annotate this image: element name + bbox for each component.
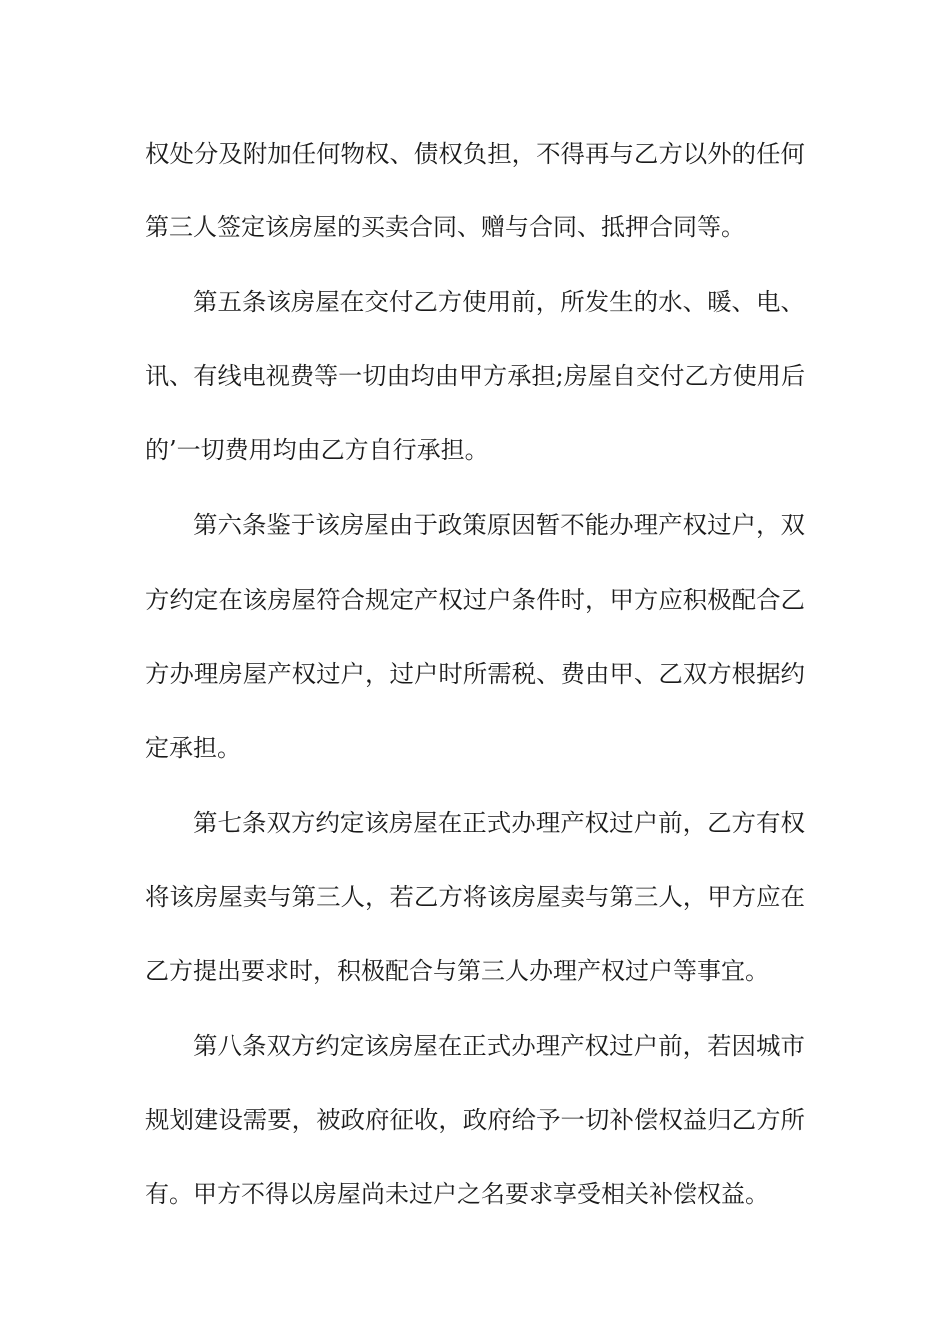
text-line [0,430,950,470]
line-text: 方办理房屋产权过户，过户时所需税、费由甲、乙双方根据约 [145,660,806,688]
line-text: 有。甲方不得以房屋尚未过户之名要求享受相关补偿权益。 [145,1180,769,1208]
text-line [0,282,950,322]
line-text: 第五条该房屋在交付乙方使用前，所发生的水、暖、电、 [193,288,805,316]
text-line [0,134,950,174]
line-text: 第三人签定该房屋的买卖合同、赠与合同、抵押合同等。 [145,213,745,241]
text-line [0,207,950,247]
text-line [0,877,950,917]
text-line [0,1100,950,1140]
text-line [0,580,950,620]
text-line [0,951,950,991]
text-line [0,505,950,545]
line-text: 乙方提出要求时，积极配合与第三人办理产权过户等事宜。 [145,957,769,985]
text-line [0,803,950,843]
line-text: 的’一切费用均由乙方自行承担。 [145,436,489,464]
text-line [0,728,950,768]
line-text: 讯、有线电视费等一切由均由甲方承担;房屋自交付乙方使用后 [145,362,806,390]
line-text: 方约定在该房屋符合规定产权过户条件时，甲方应积极配合乙 [145,586,806,614]
line-text: 定承担。 [145,734,241,762]
text-line [0,1174,950,1214]
line-text: 将该房屋卖与第三人，若乙方将该房屋卖与第三人，甲方应在 [145,883,806,911]
text-line [0,654,950,694]
line-text: 第七条双方约定该房屋在正式办理产权过户前，乙方有权 [193,809,805,837]
line-text: 权处分及附加任何物权、债权负担，不得再与乙方以外的任何 [145,140,806,168]
line-text: 第八条双方约定该房屋在正式办理产权过户前，若因城市 [193,1032,805,1060]
text-line [0,356,950,396]
line-text: 规划建设需要，被政府征收，政府给予一切补偿权益归乙方所 [145,1106,806,1134]
text-line [0,1026,950,1066]
line-text: 第六条鉴于该房屋由于政策原因暂不能办理产权过户，双 [193,511,805,539]
